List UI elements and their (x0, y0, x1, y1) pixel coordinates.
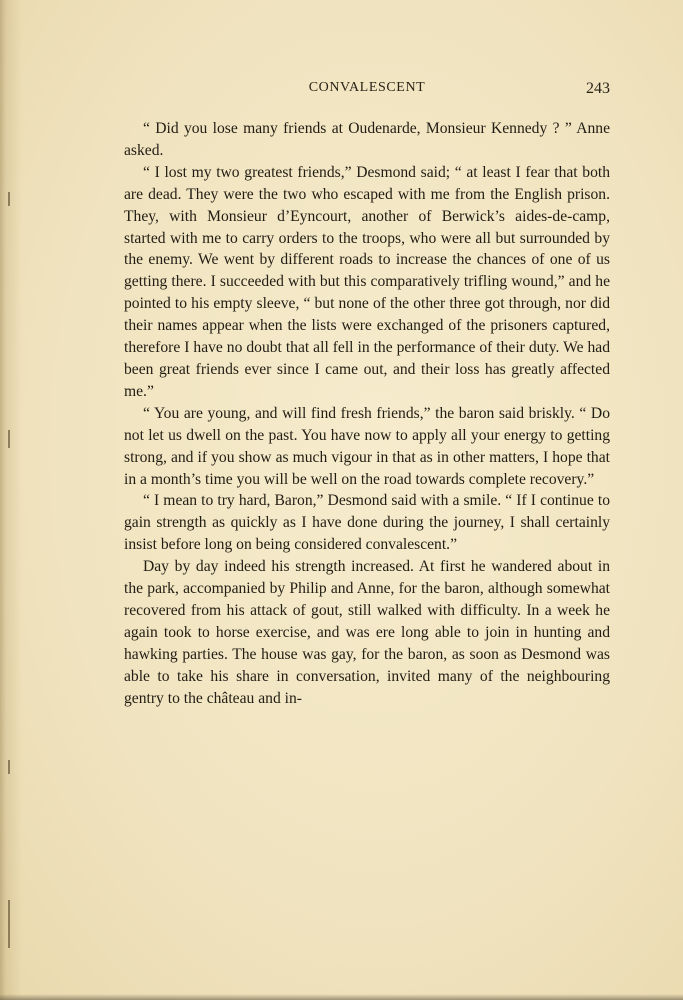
binding-mark (8, 760, 10, 774)
paragraph: “ You are young, and will find fresh friends,” the baron said briskly. “ Do not let us dwell on the past. You have now to apply all your energy to getting strong, and if you show as much vigour in that as in other matters, I hope that in a month’s time you will be well on the road towards complete recovery.” (124, 404, 610, 488)
page-bottom-edge (0, 994, 683, 1000)
page-number: 243 (586, 80, 610, 97)
body-text (124, 118, 610, 709)
running-title: CONVALESCENT (308, 80, 426, 95)
paragraph: Day by day indeed his strength increased. At first he wandered about in the park, accompanied by Philip and Anne, for the baron, although somewhat recovered from his attack of gout, still walked with difficulty. In a week he again took to horse exercise, and was ere long able to join in hunting and hawking parties. The house was gay, for the baron, as soon as Desmond was able to take his share in conversation, invited many of the neighbouring gentry to the château and in- (124, 558, 610, 707)
paragraph: “ I mean to try hard, Baron,” Desmond said with a smile. “ If I continue to gain strength as quickly as I have done during the journey, I shall certainly insist before long on being considered convalescent.” (124, 492, 610, 554)
paragraph: “ Did you lose many friends at Oudenarde, Monsieur Kennedy ? ” Anne asked. (124, 120, 610, 159)
binding-mark (8, 900, 10, 948)
binding-mark (8, 192, 10, 206)
paragraph: “ I lost my two greatest friends,” Desmond said; “ at least I fear that both are dead. They were the two who escaped with me from the English prison. They, with Monsieur d’Eyncourt, another of Berwick’s aides-de-camp, started with me to carry orders to the troops, who were all but surrounded by the enemy. We went by different roads to increase the chances of one of us getting there. I succeeded with but this comparatively trifling wound,” and he pointed to his empty sleeve, “ but none of the other three got through, nor did their names appear when the lists were exchanged of the prisoners captured, therefore I have no doubt that all fell in the performance of their duty. We had been great friends ever since I came out, and their loss has greatly affected me.” (124, 163, 610, 400)
binding-mark (8, 430, 10, 448)
running-head (124, 80, 610, 102)
